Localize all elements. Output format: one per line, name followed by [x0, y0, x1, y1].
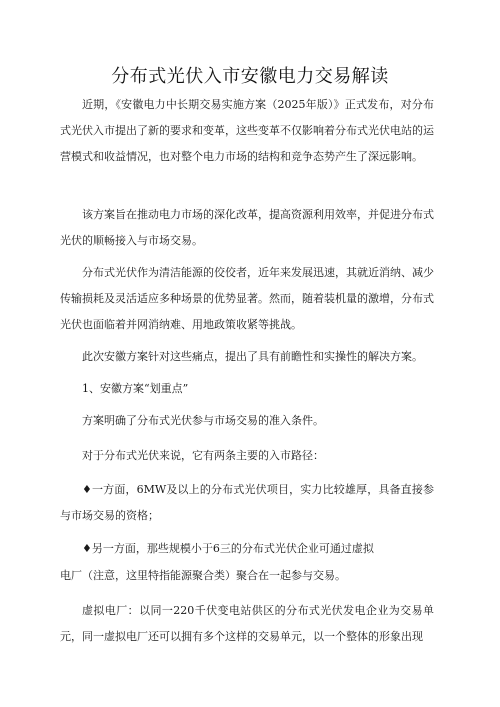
- document-title: 分布式光伏入市安徽电力交易解读: [111, 66, 389, 87]
- paragraph-4: 此次安徽方案针对这些痛点，提出了具有前瞻性和实操性的解决方案。: [82, 350, 423, 363]
- paragraph-8: 虚拟电厂：以同一220千伏变电站供区的分布式光伏发电企业为交易单元，同一虚拟电厂还可以拥有多个这样的交易单元，以一个整体的形象出现: [60, 604, 434, 643]
- bullet-1: ♦一方面，6MW及以上的分布式光伏项目，实力比较雄厚，具备直接参与市场交易的资格；: [60, 483, 434, 522]
- bullet-2: ♦另一方面，那些规模小于6三的分布式光伏企业可通过虚拟: [82, 542, 374, 555]
- paragraph-6: 对于分布式光伏来说，它有两条主要的入市路径：: [82, 449, 324, 462]
- paragraph-3: 分布式光伏作为清洁能源的佼佼者，近年来发展迅速，其就近消纳、减少传输损耗及灵活适应多种场景的优势显著。然而，随着装机量的激增，分布式光伏也面临着并网消纳难、用地政策收紧等挑战。: [60, 266, 434, 331]
- paragraph-1: 近期，《安徽电力中长期交易实施方案（2025年版）》正式发布，对分布式光伏入市提出了新的要求和变革，这些变革不仅影响着分布式光伏电站的运营模式和收益情况，也对整个电力市场的结构和竞争态势产生了深远影响。: [60, 98, 434, 163]
- paragraph-5: 方案明确了分布式光伏参与市场交易的准入条件。: [82, 414, 324, 427]
- section-heading: 1、安徽方案“划重点”: [82, 382, 189, 395]
- paragraph-7: 电厂（注意，这里特指能源聚合类）聚合在一起参与交易。: [60, 569, 346, 582]
- paragraph-2: 该方案旨在推动电力市场的深化改革，提高资源利用效率，并促进分布式光伏的顺畅接入与市场交易。: [60, 208, 434, 247]
